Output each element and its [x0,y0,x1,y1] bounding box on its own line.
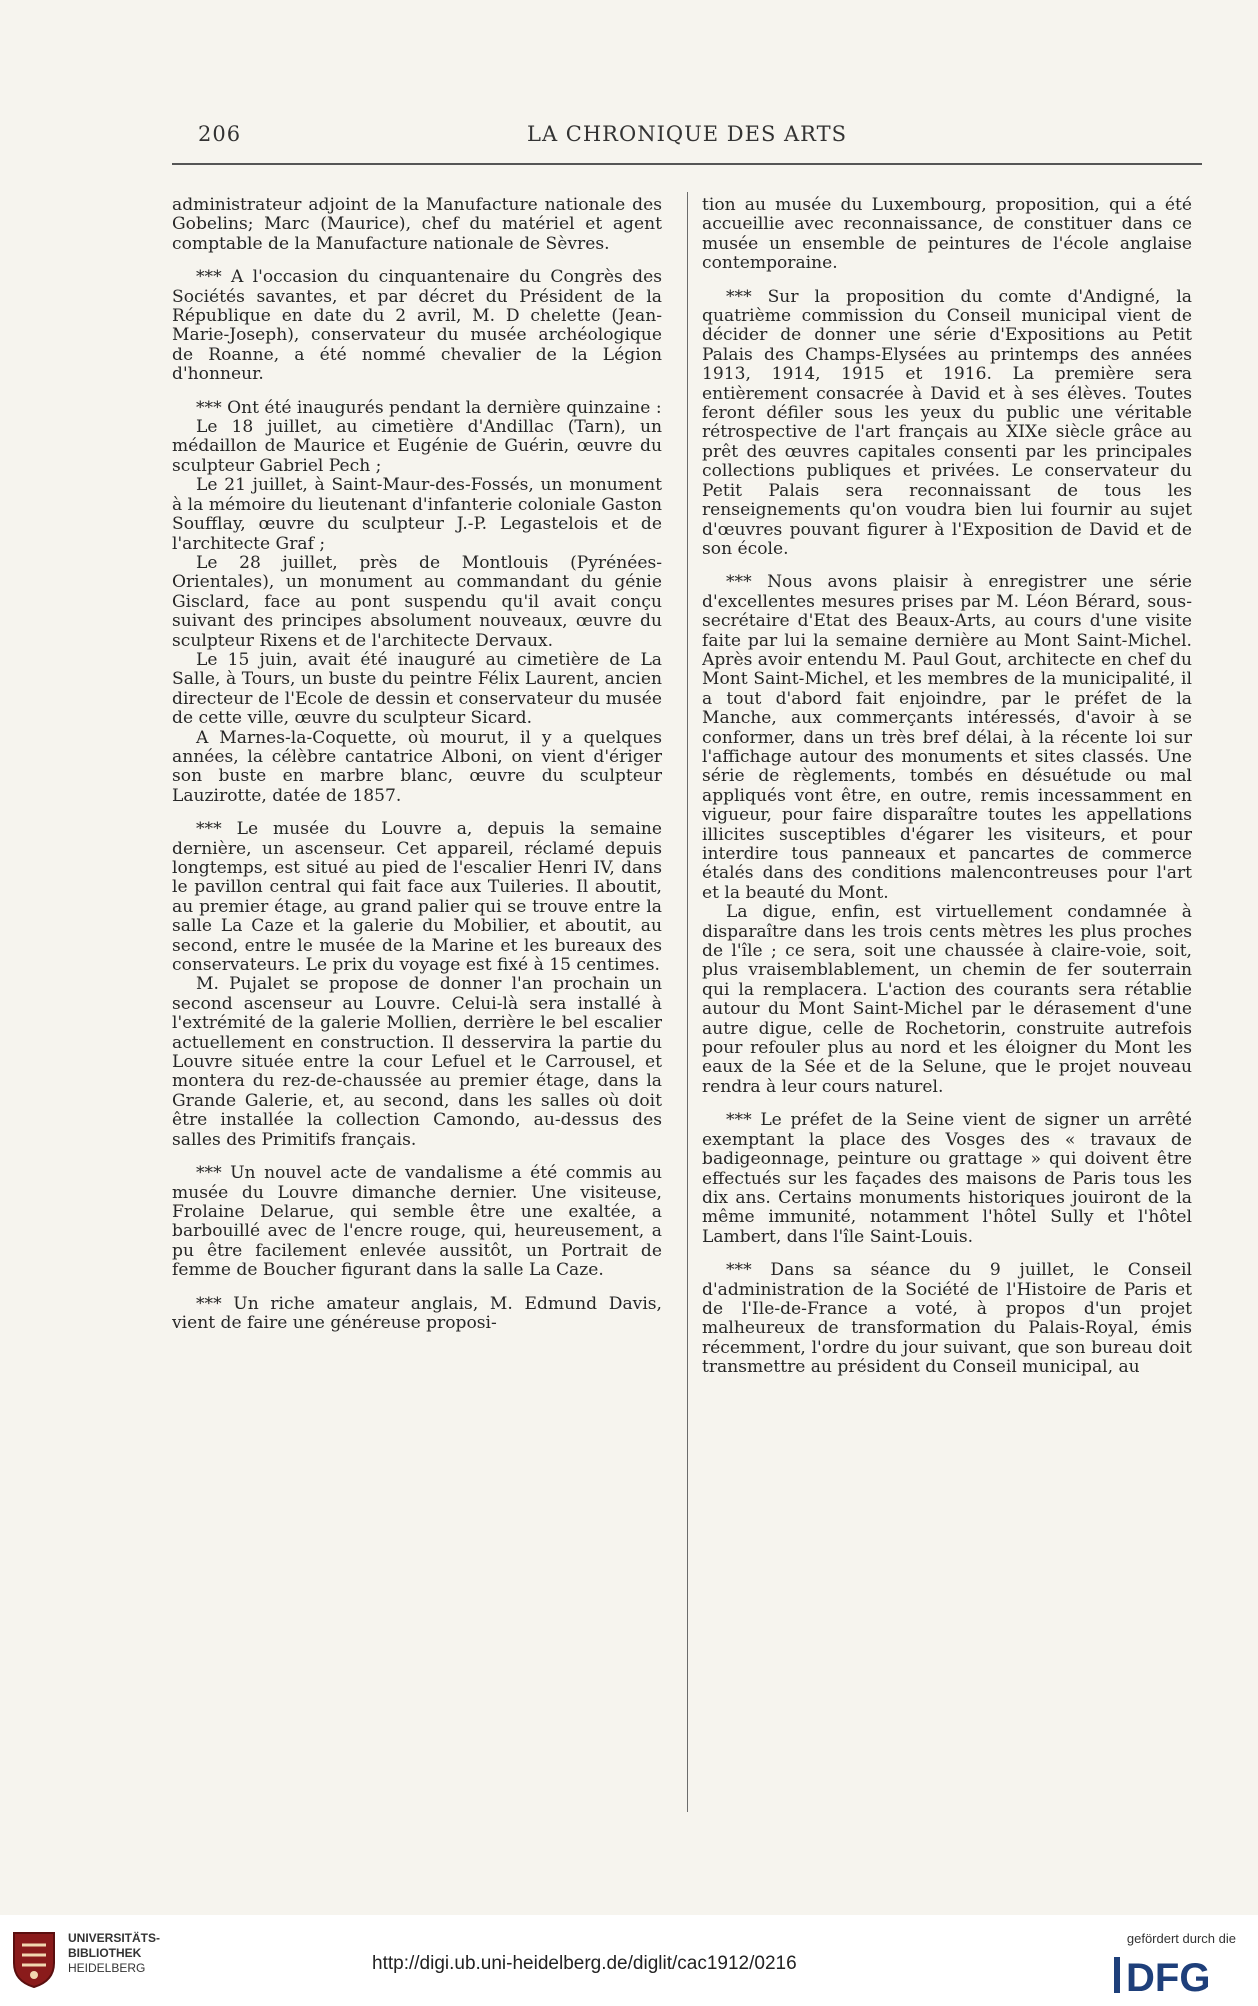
paragraph: *** Nous avons plaisir à enregistrer une série d'excellentes mesures prises par M. Léon Bérard, sous-secrétaire d'Etat des Beaux-Arts, au cours d'une visite faite par lui la semaine dernière au Mont Saint-Michel. Après avoir entendu M. Paul Gout, architecte en chef du Mont Saint-Michel, et les membres de la municipalité, il a tout d'abord fait enjoindre, par le préfet de la Manche, aux commerçants intéressés, d'avoir à se conformer, dans un très bref délai, à la récente loi sur l'affichage autour des monuments et sites classés. Une série de règlements, tombés en désuétude ou mal appliqués vont être, en outre, remis incessamment en vigueur, pour faire disparaître toutes les appellations illicites susceptibles d'égarer les visiteurs, et pour interdire tous panneaux et pancartes de commerce étalés dans des conditions malencontreuses pour l'art et la beauté du Mont. [702,572,1192,903]
paragraph: *** Dans sa séance du 9 juillet, le Conseil d'administration de la Société de l'Histoire de Paris et de l'Ile-de-France a voté, à propos d'un projet malheureux de transformation du Palais-Royal, émis récemment, l'ordre du jour suivant, que son bureau doit transmettre au président du Conseil municipal, au [702,1260,1192,1378]
paragraph: *** Sur la proposition du comte d'Andigné, la quatrième commission du Conseil municipal vient de décider de donner une série d'Expositions au Petit Palais des Champs-Elysées au printemps des années 1913, 1914, 1915 et 1916. La première sera entièrement consacrée à David et à ses élèves. Toutes feront défiler sous les yeux du public une véritable rétrospective de l'art français au XIXe siècle grâce au prêt des œuvres capitales consenti par les principales collections publiques et privées. Le conservateur du Petit Palais sera reconnaissant de tous les renseignements qu'on voudra bien lui fournir au sujet d'œuvres pouvant figurer à l'Exposition de David et de son école. [702,286,1192,559]
paragraph: Le 21 juillet, à Saint-Maur-des-Fossés, un monument à la mémoire du lieutenant d'infanterie coloniale Gaston Soufflay, œuvre du sculpteur J.-P. Legastelois et de l'architecte Graf ; [172,475,662,554]
institution-line: UNIVERSITÄTS- [68,1931,161,1945]
paragraph: La digue, enfin, est virtuellement condamnée à disparaître dans les trois cents mètres les plus proches de l'île ; ce sera, soit une chaussée à claire-voie, soit, plus vraisemblablement, un chemin de fer souterrain qui la remplacera. L'action des courants sera rétablie autour du Mont Saint-Michel par le dérasement d'une autre digue, celle de Rochetorin, construite autrefois pour refouler plus au nord et les éloigner du Mont les eaux de la Sée et de la Selune, que le projet nouveau rendra à leur cours naturel. [702,902,1192,1097]
paragraph: *** A l'occasion du cinquantenaire du Congrès des Sociétés savantes, et par décret du Président de la République en date du 2 avril, M. D chelette (Jean-Marie-Joseph), conservateur du musée archéologique de Roanne, a été nommé chevalier de la Légion d'honneur. [172,267,662,385]
paragraph: *** Un riche amateur anglais, M. Edmund Davis, vient de faire une généreuse proposi- [172,1293,662,1333]
paragraph: *** Un nouvel acte de vandalisme a été commis au musée du Louvre dimanche dernier. Une visiteuse, Frolaine Delarue, qui semble être une exaltée, a barbouillé avec de l'encre rouge, qui, heureusement, a pu être facilement enlevée aussitôt, un Portrait de femme de Boucher figurant dans la salle La Caze. [172,1163,662,1281]
paragraph: Le 15 juin, avait été inauguré au cimetière de La Salle, à Tours, un buste du peintre Félix Laurent, ancien directeur de l'Ecole de dessin et conservateur du musée de cette ville, œuvre du sculpteur Sicard. [172,649,662,729]
running-head [172,122,1202,154]
funder-caption: gefördert durch die [1126,1931,1236,1946]
paragraph: administrateur adjoint de la Manufacture nationale des Gobelins; Marc (Maurice), chef du matériel et agent comptable de la Manufacture nationale de Sèvres. [172,196,662,254]
right-column [702,196,1192,1886]
university-seal-icon [10,1929,58,1989]
institution-line: BIBLIOTHEK [68,1946,142,1960]
institution-name [68,1931,160,1976]
dfg-logo-text: DFG [1126,1956,1211,1997]
left-column [172,196,662,1886]
institution-line: HEIDELBERG [68,1961,146,1975]
paragraph: A Marnes-la-Coquette, où mourut, il y a quelques années, la célèbre cantatrice Alboni, on vient d'ériger son buste en marbre blanc, œuvre du sculpteur Lauzirotte, datée de 1857. [172,727,662,806]
dfg-logo-icon [1114,1953,1236,1997]
column-rule [687,192,688,1812]
header-rule [172,163,1202,165]
permalink-url[interactable]: http://digi.ub.uni-heidelberg.de/diglit/cac1912/0216 [372,1953,797,1974]
paragraph: Le 18 juillet, au cimetière d'Andillac (Tarn), un médaillon de Maurice et Eugénie de Guérin, œuvre du sculpteur Gabriel Pech ; [172,417,662,476]
page-number: 206 [198,122,242,146]
paragraph: *** Ont été inaugurés pendant la dernière quinzaine : [196,397,662,418]
paragraph: Le 28 juillet, près de Montlouis (Pyrénées-Orientales), un monument au commandant du génie Gisclard, face au pont suspendu qu'il avait conçu suivant des principes absolument nouveaux, œuvre du sculpteur Rixens et de l'architecte Dervaux. [172,552,662,651]
journal-title: LA CHRONIQUE DES ARTS [527,122,848,146]
viewer-footer [0,1915,1258,2006]
paragraph: *** Le préfet de la Seine vient de signer un arrêté exemptant la place des Vosges des « travaux de badigeonnage, peinture ou grattage » qui doivent être effectués sur les façades des maisons de Paris tous les dix ans. Certains monuments historiques jouiront de la même immunité, notamment l'hôtel Sully et l'hôtel Lambert, dans l'île Saint-Louis. [702,1110,1192,1247]
paragraph: tion au musée du Luxembourg, proposition, qui a été accueillie avec reconnaissance, de constituer dans ce musée un ensemble de peintures de l'école anglaise contemporaine. [702,196,1192,274]
paragraph: *** Le musée du Louvre a, depuis la semaine dernière, un ascenseur. Cet appareil, réclamé depuis longtemps, est situé au pied de l'escalier Henri IV, dans le pavillon central qui fait face aux Tuileries. Il aboutit, au premier étage, au grand palier qui se trouve entre la salle La Caze et la galerie du Mobilier, et aboutit, au second, entre le musée de la Marine et les bureaux des conservateurs. Le prix du voyage est fixé à 15 centimes. [172,819,662,976]
paragraph: M. Pujalet se propose de donner l'an prochain un second ascenseur au Louvre. Celui-là sera installé à l'extrémité de la galerie Mollien, derrière le bel escalier actuellement en construction. Il desservira la partie du Louvre située entre la cour Lefuel et le Carrousel, et montera du rez-de-chaussée au premier étage, dans la Grande Galerie, et, au second, dans les salles où doit être installée la collection Camondo, au-dessus des salles des Primitifs français. [172,974,662,1150]
